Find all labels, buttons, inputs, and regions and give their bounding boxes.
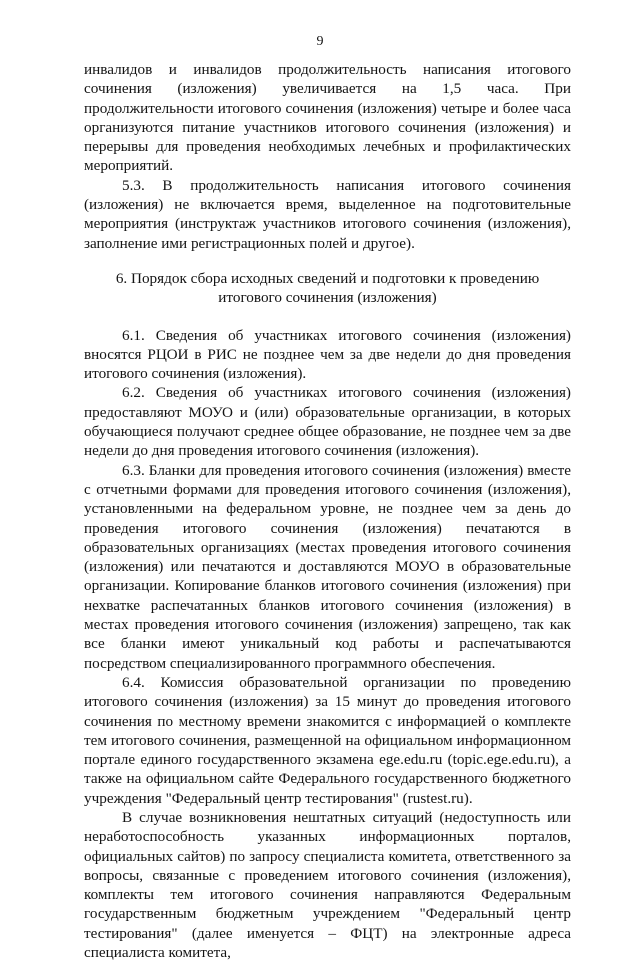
paragraph-continuation: инвалидов и инвалидов продолжительность написания итогового сочинения (изложения) увеличивается на 1,5 часа. При продолжительности итогового сочинения (изложения) четыре и более часа организуются питание участников итогового сочинения (изложения) и перерывы для проведения необходимых лечебных и профилактических мероприятий. <box>84 61 571 175</box>
paragraph-6-1: 6.1. Сведения об участниках итогового сочинения (изложения) вносятся РЦОИ в РИС не позднее чем за две недели до дня проведения итогового сочинения (изложения). <box>84 326 571 383</box>
paragraph-6-2: 6.2. Сведения об участниках итогового сочинения (изложения) предоставляют МОУО и (или) образовательные организации, в которых обучающиеся получают среднее общее образование, не позднее чем за две недели до дня проведения итогового сочинения (изложения). <box>84 384 571 460</box>
document-body <box>84 60 571 962</box>
paragraph-6-4: 6.4. Комиссия образовательной организации по проведению итогового сочинения (изложения) за 15 минут до проведения итогового сочинения по местному времени знакомится с информацией о комплекте тем итогового сочинения, размещенной на официальном информационном портале единого государственного экзамена ege.edu.ru (topic.ege.edu.ru), а также на официальном сайте Федерального государственного бюджетного учреждения "Федеральный центр тестирования" (rustest.ru). <box>84 673 571 807</box>
section-heading-6: 6. Порядок сбора исходных сведений и подготовки к проведению итогового сочинения (изложения) <box>115 269 540 307</box>
page-number: 9 <box>316 34 324 49</box>
paragraph-emergency: В случае возникновения нештатных ситуаций (недоступность или неработоспособность указанных информационных порталов, официальных сайтов) по запросу специалиста комитета, ответственного за вопросы, связанные с проведением итогового сочинения (изложения), комплекты тем итогового сочинения направляются Федеральным государственным бюджетным учреждением "Федеральный центр тестирования" (далее именуется – ФЦТ) на электронные адреса специалиста комитета, <box>84 808 571 962</box>
paragraph-5-3: 5.3. В продолжительность написания итогового сочинения (изложения) не включается время, выделенное на подготовительные мероприятия (инструктаж участников итогового сочинения (изложения), заполнение ими регистрационных полей и другое). <box>84 176 571 252</box>
paragraph-6-3: 6.3. Бланки для проведения итогового сочинения (изложения) вместе с отчетными формами для проведения итогового сочинения (изложения), установленными на федеральном уровне, не позднее чем за день до проведения итогового сочинения (изложения) печатаются в образовательных организациях (местах проведения итогового сочинения (изложения) или печатаются и доставляются МОУО в образовательные организации. Копирование бланков итогового сочинения (изложения) при нехватке распечатанных бланков итогового сочинения (изложения) в местах проведения итогового сочинения (изложения) запрещено, так как все бланки имеют уникальный код работы и распечатываются посредством специализированного программного обеспечения. <box>84 461 571 672</box>
